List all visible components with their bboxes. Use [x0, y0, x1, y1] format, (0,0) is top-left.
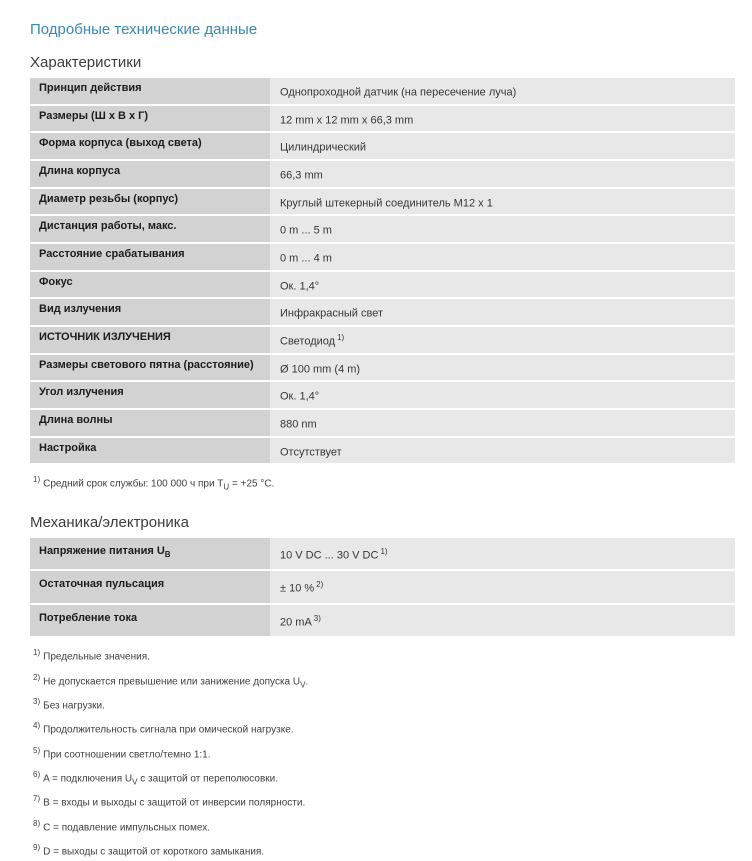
characteristics-footnote [33, 474, 735, 493]
spec-label-text: Длина волны [39, 413, 113, 426]
spec-label [30, 327, 270, 353]
footnote-text: Средний срок службы: 100 000 ч при T [43, 478, 224, 490]
footnote-number: 5) [33, 745, 41, 755]
spec-label [30, 189, 270, 215]
spec-value [270, 571, 735, 603]
spec-value [270, 438, 735, 464]
spec-value [270, 272, 735, 298]
spec-label [30, 216, 270, 242]
spec-value-text: 66,3 mm [280, 169, 323, 182]
footnote-subscript: U [223, 482, 230, 492]
footnote-text: B = входы и выходы с защитой от инверсии полярности. [43, 797, 306, 809]
spec-value [270, 189, 735, 215]
spec-value-superscript: 1) [380, 546, 388, 556]
spec-value-text: Ø 100 mm (4 m) [280, 363, 361, 376]
spec-value [270, 605, 735, 637]
table-row [30, 538, 735, 570]
footnote [33, 745, 735, 764]
table-row [30, 327, 735, 353]
footnote-text: . [305, 676, 309, 688]
spec-label [30, 355, 270, 381]
spec-value [270, 106, 735, 132]
footnote-number: 9) [33, 843, 41, 853]
spec-value-text: 0 m ... 4 m [280, 252, 332, 265]
spec-value-superscript: 3) [313, 613, 321, 623]
table-row [30, 382, 735, 408]
footnote [33, 818, 735, 837]
spec-value-text: 10 V DC ... 30 V DC [280, 549, 379, 562]
table-row [30, 244, 735, 270]
table-row [30, 78, 735, 104]
spec-label [30, 605, 270, 637]
spec-label [30, 538, 270, 570]
spec-label [30, 244, 270, 270]
spec-label [30, 299, 270, 325]
spec-label-subscript: B [164, 549, 171, 559]
spec-label [30, 272, 270, 298]
footnote-number: 6) [33, 770, 41, 780]
table-row [30, 438, 735, 464]
spec-value-text: Круглый штекерный соединитель M12 x 1 [280, 197, 493, 210]
spec-label [30, 410, 270, 436]
footnote-number: 1) [33, 475, 41, 485]
spec-label-text: Принцип действия [39, 82, 142, 94]
spec-label-text: Потребление тока [39, 611, 138, 624]
footnote-text: Не допускается превышение или занижение допуска U [43, 676, 301, 688]
footnote-text: с защитой от переполюсовки. [137, 773, 279, 785]
footnote [33, 647, 735, 666]
footnote-subscript: V [300, 680, 306, 690]
spec-label-text: Вид излучения [39, 303, 122, 316]
spec-value-text: 880 nm [280, 418, 317, 431]
table-row [30, 106, 735, 132]
spec-value-text: Ок. 1,4° [280, 280, 320, 293]
spec-value-text: 20 mA [280, 616, 312, 629]
spec-value-text: Ок. 1,4° [280, 390, 320, 403]
footnote-subscript: V [132, 777, 138, 787]
spec-value [270, 355, 735, 381]
table-row [30, 299, 735, 325]
footnote-number: 8) [33, 818, 41, 828]
spec-label-text: ИСТОЧНИК ИЗЛУЧЕНИЯ [39, 330, 171, 343]
spec-value [270, 78, 735, 104]
table-row [30, 133, 735, 159]
spec-label [30, 78, 270, 104]
table-row [30, 571, 735, 603]
footnote-number: 7) [33, 794, 41, 804]
table-row [30, 189, 735, 215]
section-heading-characteristics: Характеристики [30, 54, 142, 71]
table-row [30, 216, 735, 242]
spec-value [270, 244, 735, 270]
footnotes-list [30, 647, 735, 861]
page-title: Подробные технические данные [30, 21, 258, 38]
footnote-text: Предельные значения. [43, 651, 150, 663]
footnote-text: A = подключения U [43, 773, 133, 785]
section-heading-mechanics: Механика/электроника [30, 513, 190, 531]
table-row [30, 355, 735, 381]
spec-label-text: Настройка [39, 441, 97, 454]
spec-label-text: Остаточная пульсация [39, 578, 165, 591]
spec-label [30, 382, 270, 408]
spec-value [270, 299, 735, 325]
footnote-number: 2) [33, 672, 41, 682]
spec-value [270, 133, 735, 159]
footnote-text: C = подавление импульсных помех. [43, 822, 210, 834]
spec-value [270, 327, 735, 353]
spec-label [30, 106, 270, 132]
spec-label-text: Дистанция работы, макс. [39, 220, 177, 233]
table-row [30, 161, 735, 187]
spec-label-text: Размеры (Ш x В x Г) [39, 109, 149, 122]
spec-value-text: Светодиод [280, 335, 336, 348]
spec-label-text: Длина корпуса [39, 164, 121, 177]
spec-label-text: Расстояние срабатывания [39, 247, 185, 260]
footnote-text: При соотношении светло/темно 1:1. [43, 749, 211, 761]
footnote-text: = +25 °C. [229, 478, 275, 490]
footnote [33, 672, 735, 691]
spec-value [270, 161, 735, 187]
spec-label-text: Диаметр резьбы (корпус) [39, 192, 179, 205]
footnote-text: Продолжительность сигнала при омической нагрузке. [43, 724, 294, 736]
footnote-number: 4) [33, 721, 41, 731]
spec-value [270, 538, 735, 570]
footnote-text: Без нагрузки. [43, 700, 105, 712]
footnote [33, 720, 735, 739]
spec-label-text: Форма корпуса (выход света) [39, 137, 202, 150]
spec-value-text: Однопроходной датчик (на пересечение луча) [280, 86, 517, 99]
spec-label [30, 571, 270, 603]
spec-label [30, 161, 270, 187]
spec-label [30, 133, 270, 159]
characteristics-table [30, 78, 735, 463]
spec-value-text: Цилиндрический [280, 141, 367, 154]
footnote [33, 769, 735, 788]
spec-value [270, 410, 735, 436]
footnote [33, 793, 735, 812]
spec-value-text: ± 10 % [280, 582, 315, 595]
spec-value-text: Отсутствует [280, 446, 342, 459]
spec-label [30, 438, 270, 464]
spec-value [270, 382, 735, 408]
table-row [30, 410, 735, 436]
footnote [33, 842, 735, 861]
spec-label-text: Напряжение питания U [39, 544, 165, 557]
spec-value [270, 216, 735, 242]
spec-value-superscript: 1) [337, 332, 345, 342]
spec-value-text: 0 m ... 5 m [280, 224, 332, 237]
spec-value-text: Инфракрасный свет [280, 307, 384, 320]
footnote [33, 696, 735, 715]
spec-value-superscript: 2) [316, 580, 324, 590]
spec-label-text: Фокус [39, 275, 73, 288]
spec-value-text: 12 mm x 12 mm x 66,3 mm [280, 114, 414, 127]
spec-label-text: Размеры светового пятна (расстояние) [39, 358, 254, 371]
mechanics-table [30, 538, 735, 637]
spec-label-text: Угол излучения [39, 386, 124, 399]
table-row [30, 605, 735, 637]
footnote-number: 3) [33, 697, 41, 707]
footnote-text: D = выходы с защитой от короткого замыкания. [43, 846, 265, 858]
footnote-number: 1) [33, 648, 41, 658]
table-row [30, 272, 735, 298]
